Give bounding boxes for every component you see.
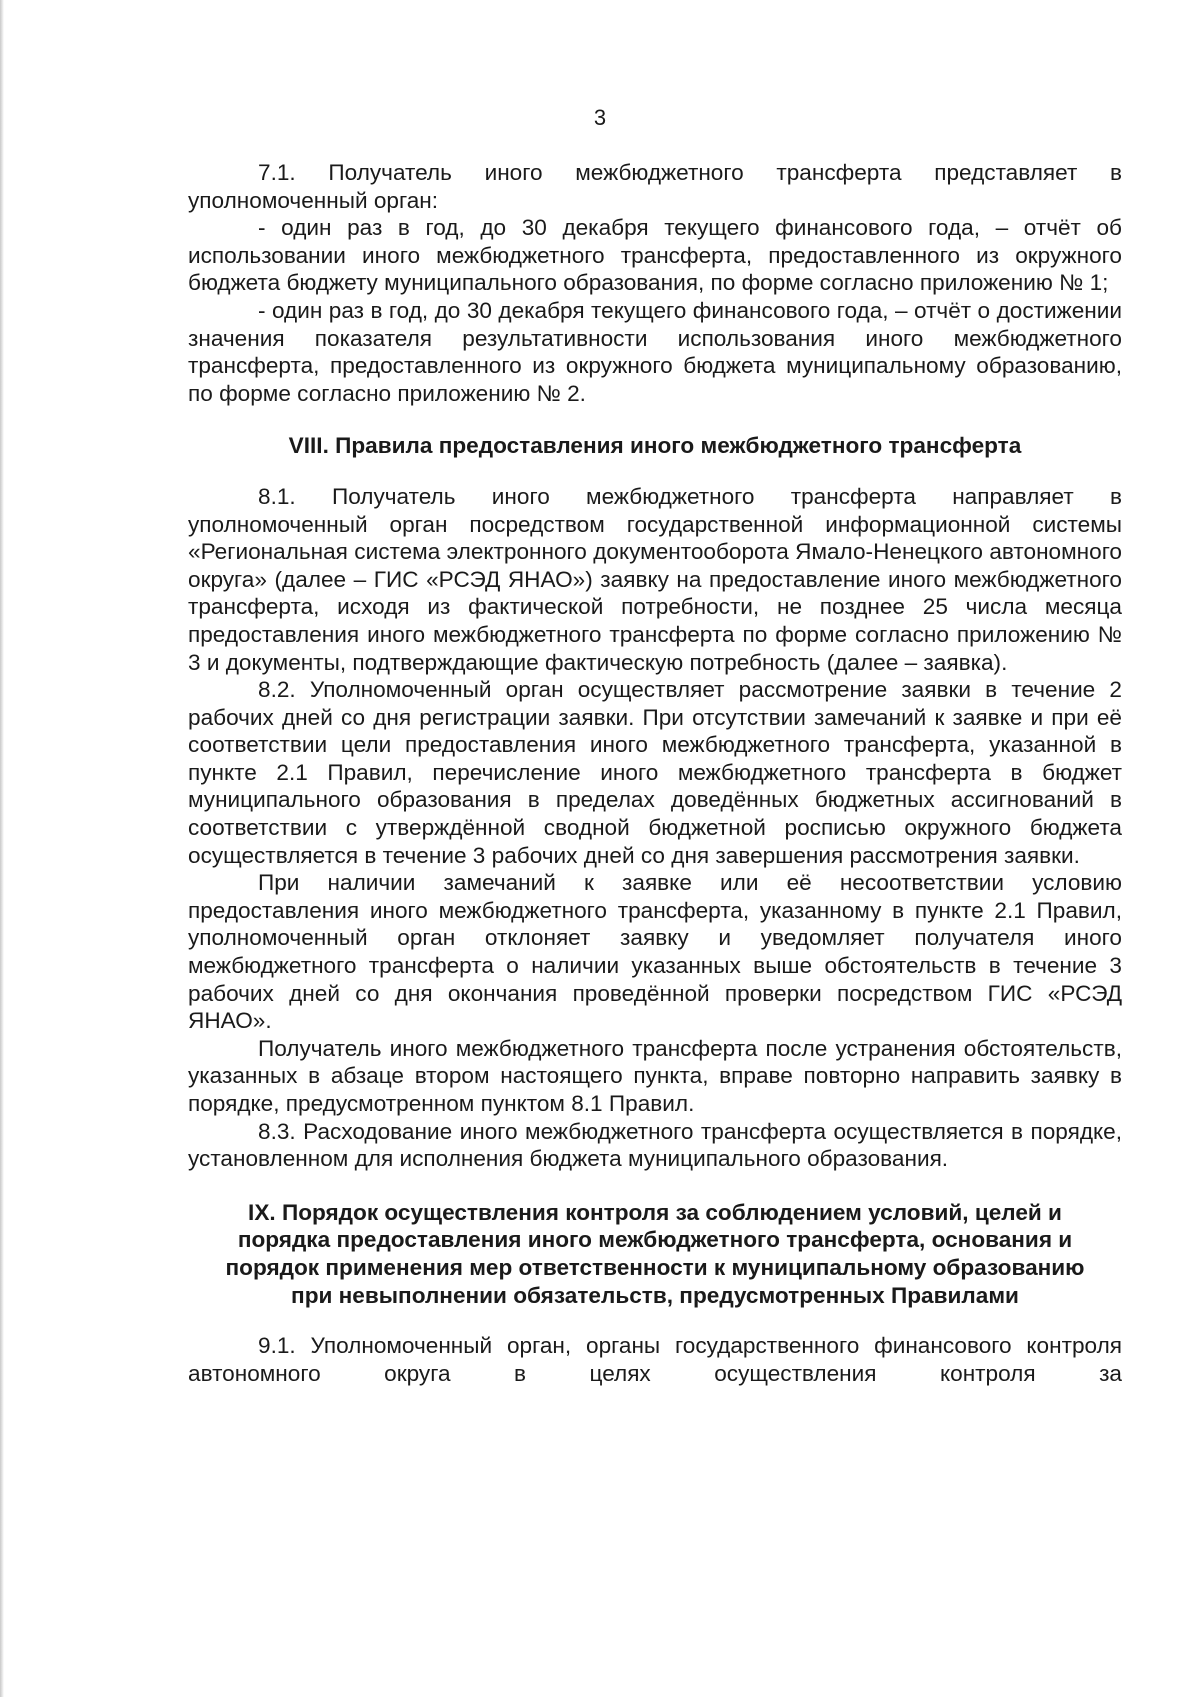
- paragraph-8-2: 8.2. Уполномоченный орган осуществляет рассмотрение заявки в течение 2 рабочих дней со дня регистрации заявки. При отсутствии замечаний к заявке и при её соответствии цели предоставления иного межбюджетного трансферта, указанной в пункте 2.1 Правил, перечисление иного межбюджетного трансферта в бюджет муниципального образования в пределах доведённых бюджетных ассигнований в соответствии с утверждённой сводной бюджетной росписью окружного бюджета осуществляется в течение 3 рабочих дней со дня завершения рассмотрения заявки.: [188, 677, 1122, 868]
- section-ix-heading: IX. Порядок осуществления контроля за соблюдением условий, целей и порядка предоставления иного межбюджетного трансферта, основания и порядок применения мер ответственности к муниципальному образованию при невыполнении обязательств, предусмотренных Правилами: [225, 1199, 1085, 1308]
- paragraph-8-2-resubmit: Получатель иного межбюджетного трансферта после устранения обстоятельств, указанных в абзаце втором настоящего пункта, вправе повторно направить заявку в порядке, предусмотренном пунктом 8.1 Правил.: [188, 1035, 1122, 1116]
- paragraph-7-1-report-result: - один раз в год, до 30 декабря текущего финансового года, – отчёт о достижении значения показателя результативности использования иного межбюджетного трансферта, предоставленного из окружного бюджета муниципальному образованию, по форме согласно приложению № 2.: [188, 297, 1122, 406]
- section-viii-heading: VIII. Правила предоставления иного межбюджетного трансферта: [288, 433, 1022, 459]
- paragraph-8-2-remarks: При наличии замечаний к заявке или её несоответствии условию предоставления иного межбюджетного трансферта, указанному в пункте 2.1 Правил, уполномоченный орган отклоняет заявку и уведомляет получателя иного межбюджетного трансферта о наличии указанных выше обстоятельств в течение 3 рабочих дней со дня окончания проведённой проверки посредством ГИС «РСЭД ЯНАО».: [188, 870, 1122, 1034]
- paragraph-9-1: 9.1. Уполномоченный орган, органы государственного финансового контроля автономного округа в целях осуществления контроля за: [188, 1333, 1122, 1386]
- scan-edge: [0, 0, 4, 1697]
- page-number: 3: [593, 105, 607, 130]
- document-body: [188, 159, 1122, 1387]
- paragraph-8-1: 8.1. Получатель иного межбюджетного трансферта направляет в уполномоченный орган посредством государственной информационной системы «Региональная система электронного документооборота Ямало-Ненецкого автономного округа» (далее – ГИС «РСЭД ЯНАО») заявку на предоставление иного межбюджетного трансферта, исходя из фактической потребности, не позднее 25 числа месяца предоставления иного межбюджетного трансферта по форме согласно приложению № 3 и документы, подтверждающие фактическую потребность (далее – заявка).: [188, 483, 1122, 675]
- paragraph-7-1-report-usage: - один раз в год, до 30 декабря текущего финансового года, – отчёт об использовании иного межбюджетного трансферта, предоставленного из окружного бюджета бюджету муниципального образования, по форме согласно приложению № 1;: [188, 215, 1122, 296]
- paragraph-7-1: 7.1. Получатель иного межбюджетного трансферта представляет в уполномоченный орган:: [188, 160, 1122, 213]
- paragraph-8-3: 8.3. Расходование иного межбюджетного трансферта осуществляется в порядке, установленном для исполнения бюджета муниципального образования.: [188, 1118, 1122, 1172]
